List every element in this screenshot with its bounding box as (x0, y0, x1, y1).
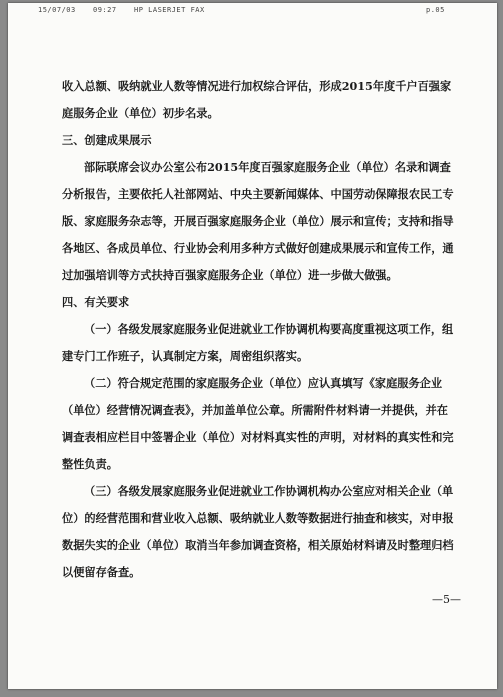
document-page (8, 3, 497, 689)
section-heading-3: 三、创建成果展示 (62, 133, 152, 147)
fax-page-number: p.05 (426, 6, 445, 14)
fax-header (38, 6, 478, 18)
requirement-3: （三）各级发展家庭服务业促进就业工作协调机构办公室应对相关企业（单位）的经营范围和营业收入总额、吸纳就业人数等数据进行抽查和核实，对申报数据失实的企业（单位）取消当年参加调查资格，相关原始材料请及时整理归档以便留存备查。 (62, 484, 454, 579)
requirement-1: （一）各级发展家庭服务业促进就业工作协调机构要高度重视这项工作，组建专门工作班子，认真制定方案，周密组织落实。 (62, 322, 454, 363)
fax-date: 15/07/03 (38, 6, 76, 14)
paragraph-results-display: 部际联席会议办公室公布2015年度百强家庭服务企业（单位）名录和调查分析报告，主要依托人社部网站、中央主要新闻媒体、中国劳动保障报农民工专版、家庭服务杂志等，开展百强家庭服务企业（单位）展示和宣传；支持和指导各地区、各成员单位、行业协会利用多种方式做好创建成果展示和宣传工作，通过加强培训等方式扶持百强家庭服务企业（单位）进一步做大做强。 (62, 160, 454, 282)
requirement-2: （二）符合规定范围的家庭服务企业（单位）应认真填写《家庭服务企业（单位）经营情况调查表》，并加盖单位公章。所需附件材料请一并提供，并在调查表相应栏目中签署企业（单位）对材料真实性的声明，对材料的真实性和完整性负责。 (62, 376, 454, 471)
paragraph-continuation: 收入总额、吸纳就业人数等情况进行加权综合评估，形成2015年度千户百强家庭服务企业（单位）初步名录。 (62, 79, 452, 120)
page-number: —5— (432, 593, 461, 606)
section-heading-4: 四、有关要求 (62, 295, 130, 309)
document-body (62, 73, 454, 586)
fax-device-name: HP LASERJET FAX (134, 6, 205, 14)
fax-time: 09:27 (93, 6, 117, 14)
